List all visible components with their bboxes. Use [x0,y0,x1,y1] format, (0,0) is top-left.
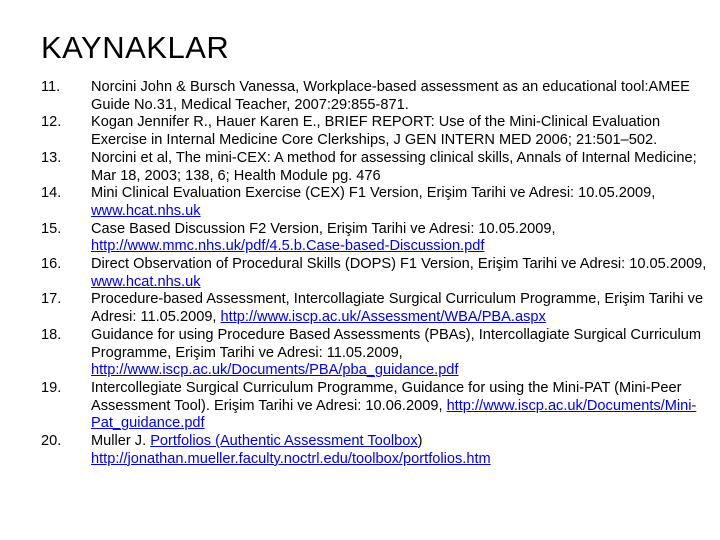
reference-number: 13. [41,149,62,166]
reference-text: Case Based Discussion F2 Version, Erişim Tarihi ve Adresi: 10.05.2009, [91,220,556,237]
reference-number: 20. [41,433,62,450]
reference-text: Norcini John & Bursch Vanessa, Workplace-based assessment as an educational tool:AMEE Guide No.31, Medical Teacher, 2007:29:855-871. [91,79,690,113]
reference-number: 16. [41,256,62,273]
reference-number: 19. [41,379,62,396]
reference-link[interactable]: www.hcat.nhs.uk [91,273,201,290]
reference-number: 18. [41,326,62,343]
page-title: KAYNAKLAR [41,30,230,65]
reference-text: Kogan Jennifer R., Hauer Karen E., BRIEF REPORT: Use of the Mini-Clinical Evaluation Exercise in Internal Medicine Core Clerkships, J GEN INTERN MED 2006; 21:501–502. [91,114,661,149]
reference-item [41,256,711,291]
reference-item [41,380,711,433]
reference-number: 14. [41,185,62,202]
reference-item [41,150,711,185]
reference-item [41,114,711,149]
reference-link[interactable]: http://www.iscp.ac.uk/Assessment/WBA/PBA.aspx [220,309,546,326]
reference-list [41,79,711,468]
reference-number: 17. [41,291,62,308]
reference-text: Muller J. [91,433,151,450]
reference-link[interactable]: www.hcat.nhs.uk [91,202,201,219]
reference-text-suffix: ) [417,433,423,450]
reference-link[interactable]: Portfolios (Authentic Assessment Toolbox [150,433,418,450]
reference-item [41,327,711,380]
reference-item [41,433,711,468]
reference-item [41,185,711,220]
reference-item [41,221,711,256]
reference-text: Procedure-based Assessment, Intercollagiate Surgical Curriculum Programme, Erişim Tarihi ve Adresi: 11.05.2009, [91,291,704,326]
reference-number: 12. [41,114,62,131]
reference-link-url[interactable]: http://jonathan.mueller.faculty.noctrl.edu/toolbox/portfolios.htm [91,450,491,467]
reference-number: 15. [41,220,62,237]
reference-text: Direct Observation of Procedural Skills (DOPS) F1 Version, Erişim Tarihi ve Adresi: 10.05.2009, [91,256,707,273]
reference-text: Mini Clinical Evaluation Exercise (CEX) F1 Version, Erişim Tarihi ve Adresi: 10.05.2009, [91,185,656,202]
reference-number: 11. [41,79,61,95]
reference-text: Guidance for using Procedure Based Assessments (PBAs), Intercollagiate Surgical Curriculum Programme, Erişim Tarihi ve Adresi: 11.05.2009, [91,326,701,361]
reference-link[interactable]: http://www.mmc.nhs.uk/pdf/4.5.b.Case-based-Discussion.pdf [91,238,485,255]
reference-link[interactable]: http://www.iscp.ac.uk/Documents/PBA/pba_guidance.pdf [91,362,459,379]
reference-item [41,291,711,326]
reference-text: Intercollegiate Surgical Curriculum Programme, Guidance for using the Mini-PAT (Mini-Peer Assessment Tool). Erişim Tarihi ve Adresi: 10.06.2009, [91,379,682,414]
reference-item [41,79,711,114]
reference-link[interactable]: http://www.iscp.ac.uk/Documents/Mini-Pat_guidance.pdf [91,397,697,432]
reference-text: Norcini et al, The mini-CEX: A method for assessing clinical skills, Annals of Internal Medicine; Mar 18, 2003; 138, 6; Health Module pg. 476 [91,149,697,184]
